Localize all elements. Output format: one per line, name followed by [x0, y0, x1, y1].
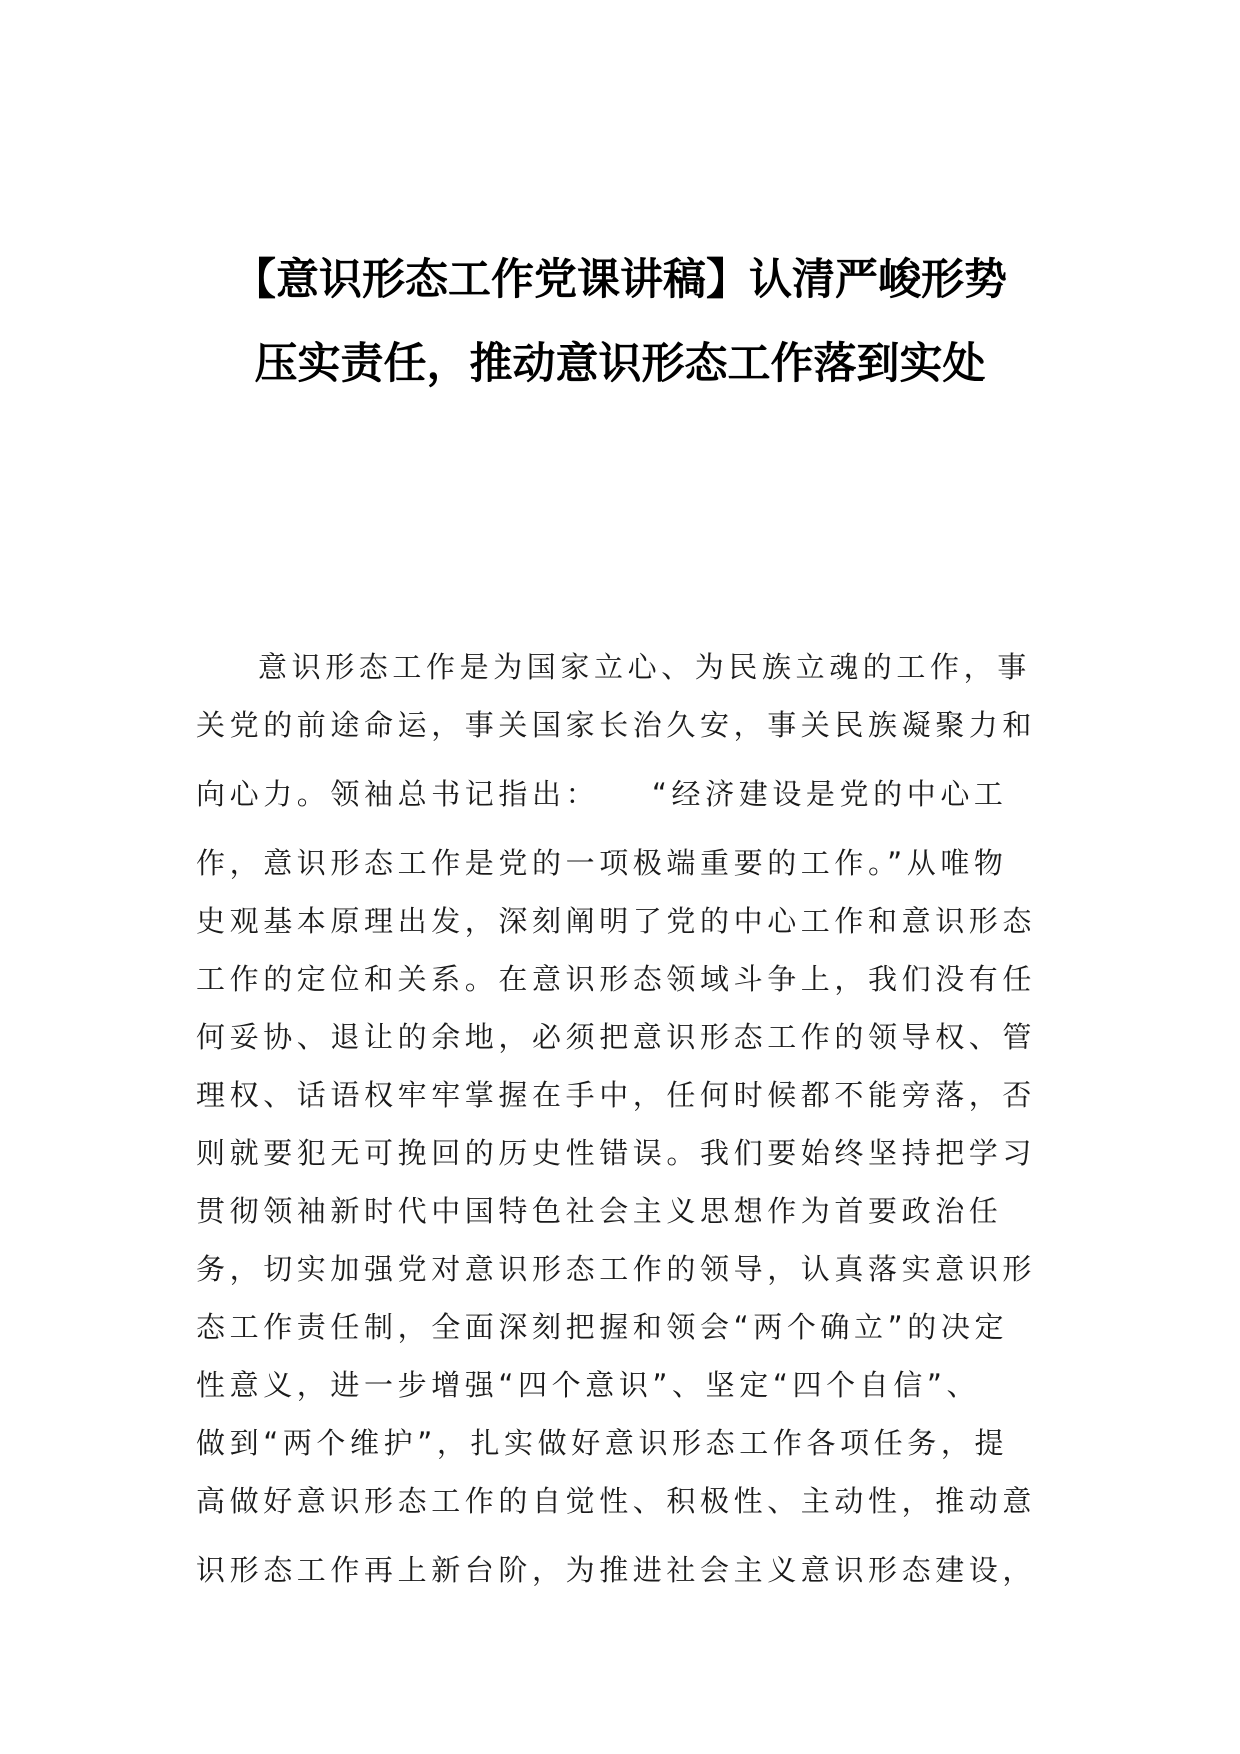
body-line-14: 做到“两个维护”，扎实做好意识形态工作各项任务，提: [196, 1426, 1009, 1460]
body-line-9: 则就要犯无可挽回的历史性错误。我们要始终坚持把学习: [196, 1136, 1037, 1170]
body-line-10: 贯彻领袖新时代中国特色社会主义思想作为首要政治任: [196, 1194, 1003, 1228]
body-line-12: 态工作责任制，全面深刻把握和领会“两个确立”的决定: [196, 1310, 1009, 1344]
document-title-line-1: 【意识形态工作党课讲稿】认清严峻形势: [233, 255, 1007, 305]
body-line-8: 理权、话语权牢牢掌握在手中，任何时候都不能旁落，否: [196, 1078, 1037, 1112]
body-line-6: 工作的定位和关系。在意识形态领域斗争上，我们没有任: [196, 962, 1037, 996]
body-line-13: 性意义，进一步增强“四个意识”、坚定“四个自信”、: [196, 1368, 981, 1402]
body-line-1: 意识形态工作是为国家立心、为民族立魂的工作，事: [258, 650, 1031, 684]
body-line-4: 作，意识形态工作是党的一项极端重要的工作。”从唯物: [196, 846, 1008, 880]
body-line-15: 高做好意识形态工作的自觉性、积极性、主动性，推动意: [196, 1484, 1037, 1518]
body-line-2: 关党的前途命运，事关国家长治久安，事关民族凝聚力和: [196, 708, 1037, 742]
body-line-16: 识形态工作再上新台阶，为推进社会主义意识形态建设，: [196, 1553, 1037, 1587]
document-title-line-2: 压实责任，推动意识形态工作落到实处: [254, 339, 986, 389]
body-line-5: 史观基本原理出发，深刻阐明了党的中心工作和意识形态: [196, 904, 1037, 938]
body-line-11: 务，切实加强党对意识形态工作的领导，认真落实意识形: [196, 1252, 1037, 1286]
body-line-3: 向心力。领袖总书记指出： “经济建设是党的中心工: [196, 777, 1008, 811]
body-line-7: 何妥协、退让的余地，必须把意识形态工作的领导权、管: [196, 1020, 1037, 1054]
